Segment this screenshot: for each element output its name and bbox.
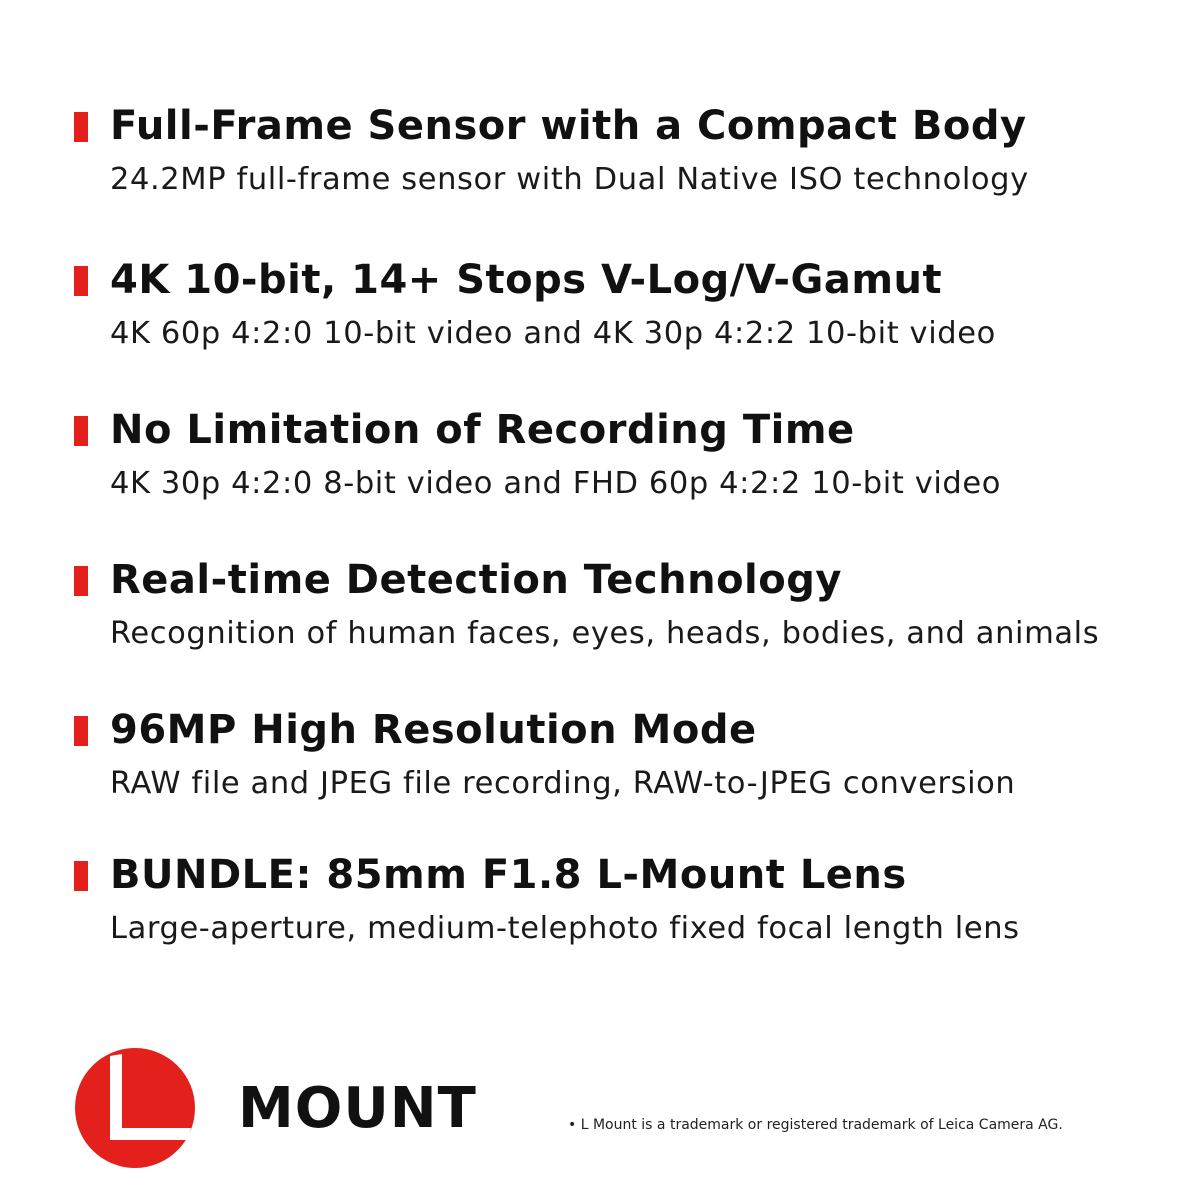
feature-item	[0, 554, 1200, 704]
red-bullet-icon	[74, 416, 88, 446]
feature-description: 24.2MP full-frame sensor with Dual Native ISO technology	[110, 162, 1029, 197]
feature-title: Full-Frame Sensor with a Compact Body	[110, 103, 1027, 149]
red-bullet-icon	[74, 566, 88, 596]
trademark-note: • L Mount is a trademark or registered trademark of Leica Camera AG.	[568, 1117, 1063, 1133]
feature-description: 4K 60p 4:2:0 10-bit video and 4K 30p 4:2:2 10-bit video	[110, 316, 996, 351]
feature-item	[0, 100, 1200, 250]
red-bullet-icon	[74, 716, 88, 746]
feature-item	[0, 704, 1200, 854]
red-bullet-icon	[74, 266, 88, 296]
feature-description: Large-aperture, medium-telephoto fixed focal length lens	[110, 911, 1020, 946]
feature-title: 4K 10-bit, 14+ Stops V-Log/V-Gamut	[110, 257, 943, 303]
feature-item	[0, 404, 1200, 554]
red-bullet-icon	[74, 112, 88, 142]
feature-description: Recognition of human faces, eyes, heads, bodies, and animals	[110, 616, 1100, 651]
red-bullet-icon	[74, 861, 88, 891]
feature-title: BUNDLE: 85mm F1.8 L-Mount Lens	[110, 852, 907, 898]
mount-wordmark: MOUNT	[238, 1076, 477, 1141]
feature-description: 4K 30p 4:2:0 8-bit video and FHD 60p 4:2:2 10-bit video	[110, 466, 1002, 501]
feature-title: 96MP High Resolution Mode	[110, 707, 757, 753]
feature-title: No Limitation of Recording Time	[110, 407, 855, 453]
feature-item	[0, 849, 1200, 999]
l-mount-logo-icon	[75, 1048, 195, 1168]
feature-title: Real-time Detection Technology	[110, 557, 842, 603]
feature-item	[0, 254, 1200, 404]
feature-description: RAW file and JPEG file recording, RAW-to-JPEG conversion	[110, 766, 1016, 801]
